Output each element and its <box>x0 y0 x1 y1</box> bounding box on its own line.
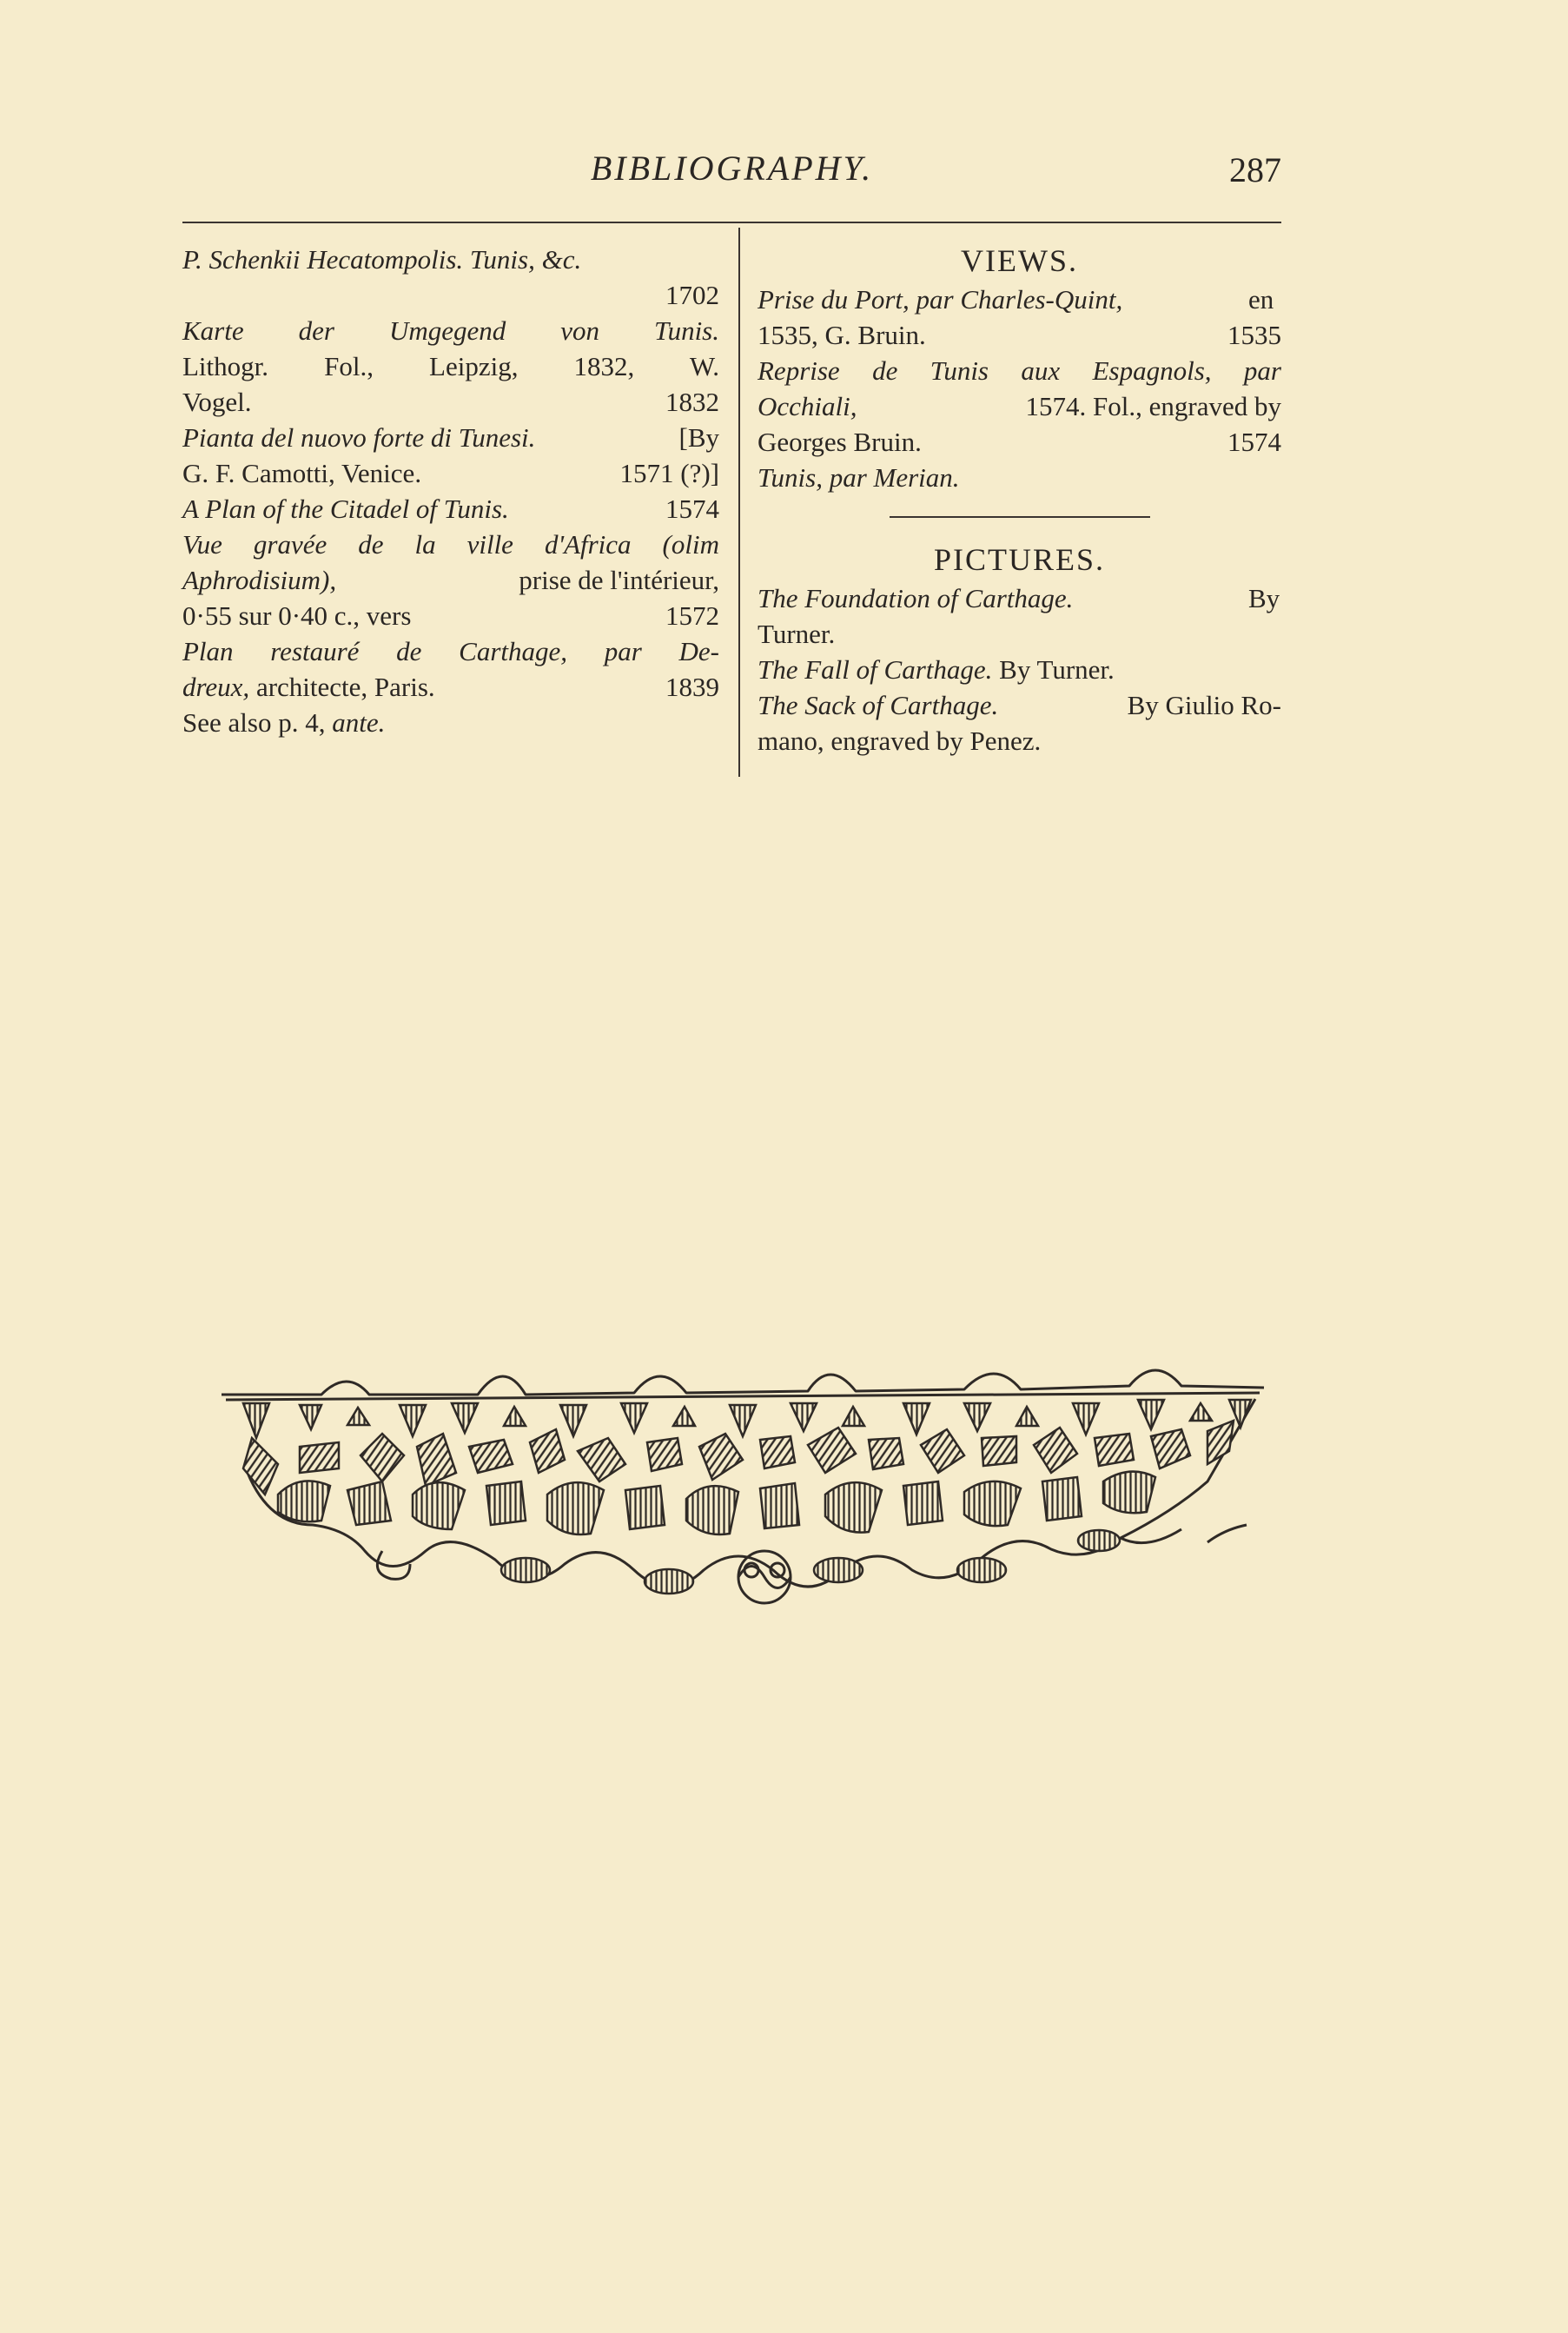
entry-title: The Foundation of Carthage. <box>758 583 1074 613</box>
entry-year: 1572 <box>665 600 719 631</box>
see-also-ref: ante. <box>332 707 386 738</box>
entry-title: Vue gravée de la ville d'Africa (olim <box>182 529 719 560</box>
entry-title-tail: [By <box>678 422 719 453</box>
entry-title: Prise du Port, par Charles-Quint, <box>758 284 1123 315</box>
bib-entry-plan-restaure <box>182 633 719 740</box>
entry-title-tail: By Turner. <box>999 654 1115 685</box>
bib-entry-schenk <box>182 242 719 313</box>
entry-year: 1839 <box>665 672 719 702</box>
entry-title: Pianta del nuovo forte di Tunesi. <box>182 422 536 453</box>
bib-entry-karte <box>182 313 719 420</box>
view-entry-reprise <box>758 353 1281 460</box>
view-entry-prise-du-port: Prise du Port, par Charles-Quint, en 1535, G. Bruin. 1535 <box>758 282 1281 353</box>
running-head <box>182 148 1281 200</box>
see-also-text: See also p. 4, <box>182 707 326 738</box>
bib-entry-citadel <box>182 491 719 527</box>
entry-line: 0·55 sur 0·40 c., vers <box>182 600 412 631</box>
left-column <box>182 242 719 740</box>
entry-line: mano, engraved by Penez. <box>758 726 1042 756</box>
picture-entry-sack <box>758 687 1281 759</box>
entry-title: Occhiali, <box>758 391 857 421</box>
entry-title: Karte der Umgegend von Tunis. <box>182 315 719 346</box>
view-entry-merian <box>758 460 1281 495</box>
picture-entry-foundation: The Foundation of Carthage. By Turner. <box>758 580 1281 652</box>
entry-title-tail: By Giulio Ro- <box>1127 690 1281 720</box>
entry-title: A Plan of the Citadel of Tunis. <box>182 494 509 524</box>
entry-line: architecte, Paris. <box>255 672 435 702</box>
entry-year: 1832 <box>665 387 719 417</box>
section-heading-views: VIEWS. <box>961 243 1078 278</box>
entry-line: G. F. Camotti, Venice. <box>182 458 422 488</box>
entry-title: P. Schenkii Hecatompolis. Tunis, &c. <box>182 244 582 275</box>
page-number: 287 <box>1229 150 1281 189</box>
bib-entry-vue-gravee <box>182 527 719 633</box>
entry-year: 1571 (?)] <box>619 458 719 488</box>
entry-title: Plan restauré de Carthage, par De- <box>182 636 719 666</box>
section-heading-pictures: PICTURES. <box>933 542 1106 577</box>
running-title: BIBLIOGRAPHY. <box>590 149 874 188</box>
entry-year: 1702 <box>665 280 719 310</box>
entry-year: 1574 <box>665 494 719 524</box>
bib-entry-pianta <box>182 420 719 491</box>
entry-title: Reprise de Tunis aux Espagnols, par <box>758 355 1281 386</box>
lace-ornament-icon <box>217 1342 1268 1621</box>
section-rule <box>890 516 1150 518</box>
entry-year: 1574 <box>1227 427 1281 457</box>
entry-title: The Fall of Carthage. <box>758 654 993 685</box>
entry-line: 1574. Fol., engraved by <box>1025 391 1281 421</box>
entry-line: Turner. <box>758 619 836 649</box>
entry-line: Vogel. <box>182 387 252 417</box>
entry-title: Tunis, par Merian. <box>758 462 960 493</box>
entry-title: The Sack of Carthage. <box>758 690 999 720</box>
right-column <box>758 242 1281 759</box>
entry-line: 1535, G. Bruin. <box>758 320 926 350</box>
column-divider <box>738 228 740 777</box>
entry-title: Aphrodisium), <box>182 565 337 595</box>
entry-line: Lithogr. Fol., Leipzig, 1832, W. <box>182 351 719 381</box>
entry-line: Georges Bruin. <box>758 427 922 457</box>
header-rule <box>182 222 1281 223</box>
entry-year: 1535 <box>1227 320 1281 350</box>
entry-title: dreux, <box>182 672 250 702</box>
picture-entry-fall <box>758 652 1281 687</box>
entry-line: prise de l'intérieur, <box>519 565 719 595</box>
